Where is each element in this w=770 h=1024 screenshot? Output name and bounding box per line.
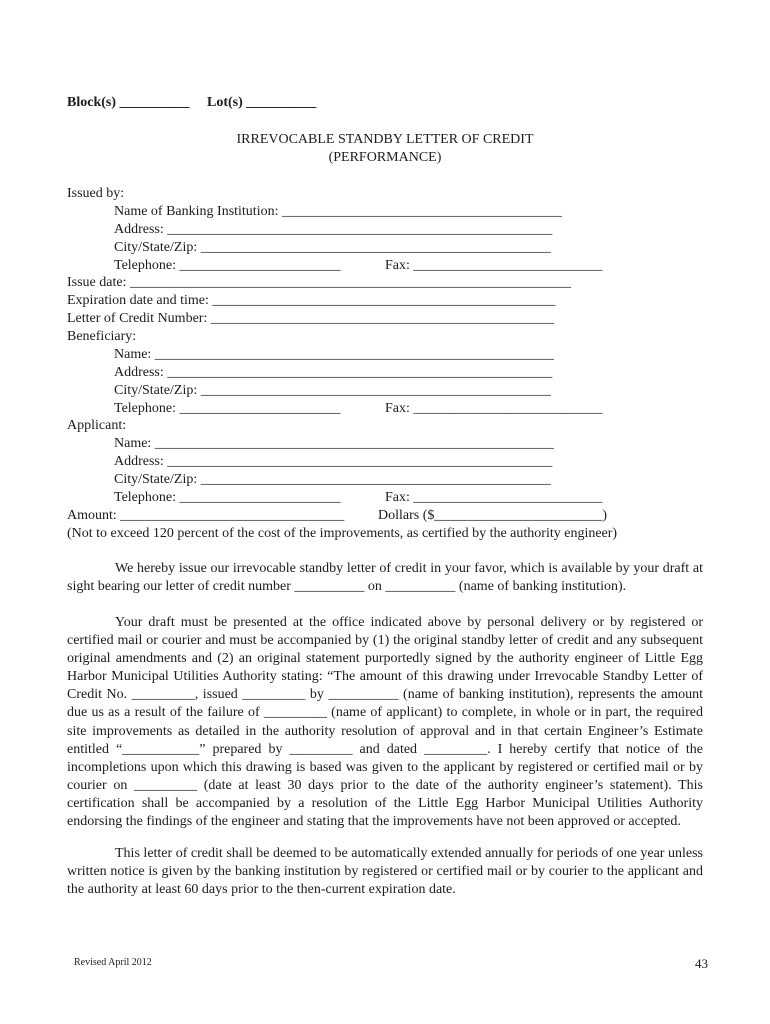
applicant-name-field: Name: _________________________________________________________: [114, 436, 554, 451]
issuer-telephone-field: Telephone: _______________________: [114, 258, 341, 273]
applicant-address-field: Address: _______________________________________________________: [114, 454, 553, 469]
expiration-field: Expiration date and time: _________________________________________________: [67, 293, 556, 308]
page-number: 43: [695, 956, 708, 971]
applicant-city-field: City/State/Zip: __________________________________________________: [114, 472, 551, 487]
issuer-fax-field: Fax: ___________________________: [385, 258, 603, 273]
beneficiary-city-field: City/State/Zip: __________________________________________________: [114, 383, 551, 398]
beneficiary-heading: Beneficiary:: [67, 329, 137, 344]
issue-date-field: Issue date: _______________________________________________________________: [67, 275, 571, 290]
issuer-address-field: Address: _______________________________________________________: [114, 222, 553, 237]
block-field: Block(s) __________: [67, 95, 190, 110]
applicant-fax-field: Fax: ___________________________: [385, 490, 603, 505]
beneficiary-name-field: Name: _________________________________________________________: [114, 347, 554, 362]
applicant-telephone-field: Telephone: _______________________: [114, 490, 341, 505]
document-subtitle: (PERFORMANCE): [328, 150, 442, 165]
beneficiary-fax-field: Fax: ___________________________: [385, 401, 603, 416]
lot-field: Lot(s) __________: [207, 95, 317, 110]
revision-note: Revised April 2012: [74, 957, 152, 968]
body-paragraph-2: Your draft must be presented at the office indicated above by personal delivery or by registered or certified mail or courier and must be accompanied by (1) the original standby letter of credit and any subsequent original amendments and (2) an original statement purportedly signed by the authority engineer of Little Egg Harbor Municipal Utilities Authority stating: “The amount of this drawing under Irrevocable Standby Letter of Credit No. _________, issued _________ by __________ (name of banking institution), represents the amount due us as a result of the failure of _________ (name of applicant) to complete, in whole or in part, the required site improvements as detailed in the authority resolution of approval and in that certain Engineer’s Estimate entitled “___________” prepared by _________ and dated _________. I hereby certify that notice of the incompletions upon which this drawing is based was given to the applicant by registered or certified mail or by courier on _________ (date at least 30 days prior to the date of the authority engineer’s statement). This certification shall be accompanied by a resolution of the Little Egg Harbor Municipal Utilities Authority endorsing the findings of the engineer and stating that the improvements have not been approved or accepted.: [67, 615, 703, 830]
loc-number-field: Letter of Credit Number: _________________________________________________: [67, 311, 554, 326]
issuer-name-field: Name of Banking Institution: ________________________________________: [114, 204, 562, 219]
issued-by-heading: Issued by:: [67, 186, 125, 201]
amount-field: Amount: ________________________________: [67, 508, 345, 523]
body-paragraph-3: This letter of credit shall be deemed to be automatically extended annually for periods of one year unless written notice is given by the banking institution by registered or certified mail or by courier to the applicant and the authority at least 60 days prior to the then-current expiration date.: [67, 846, 703, 898]
body-paragraph-1: We hereby issue our irrevocable standby letter of credit in your favor, which is available by your draft at sight bearing our letter of credit number __________ on __________ (name of banking institution).: [67, 561, 703, 595]
applicant-heading: Applicant:: [67, 418, 127, 433]
amount-note: (Not to exceed 120 percent of the cost of the improvements, as certified by the authority engineer): [67, 526, 618, 541]
issuer-city-field: City/State/Zip: __________________________________________________: [114, 240, 551, 255]
dollars-field: Dollars ($________________________): [378, 508, 608, 523]
document-title: IRREVOCABLE STANDBY LETTER OF CREDIT: [236, 132, 534, 147]
beneficiary-telephone-field: Telephone: _______________________: [114, 401, 341, 416]
beneficiary-address-field: Address: _______________________________________________________: [114, 365, 553, 380]
